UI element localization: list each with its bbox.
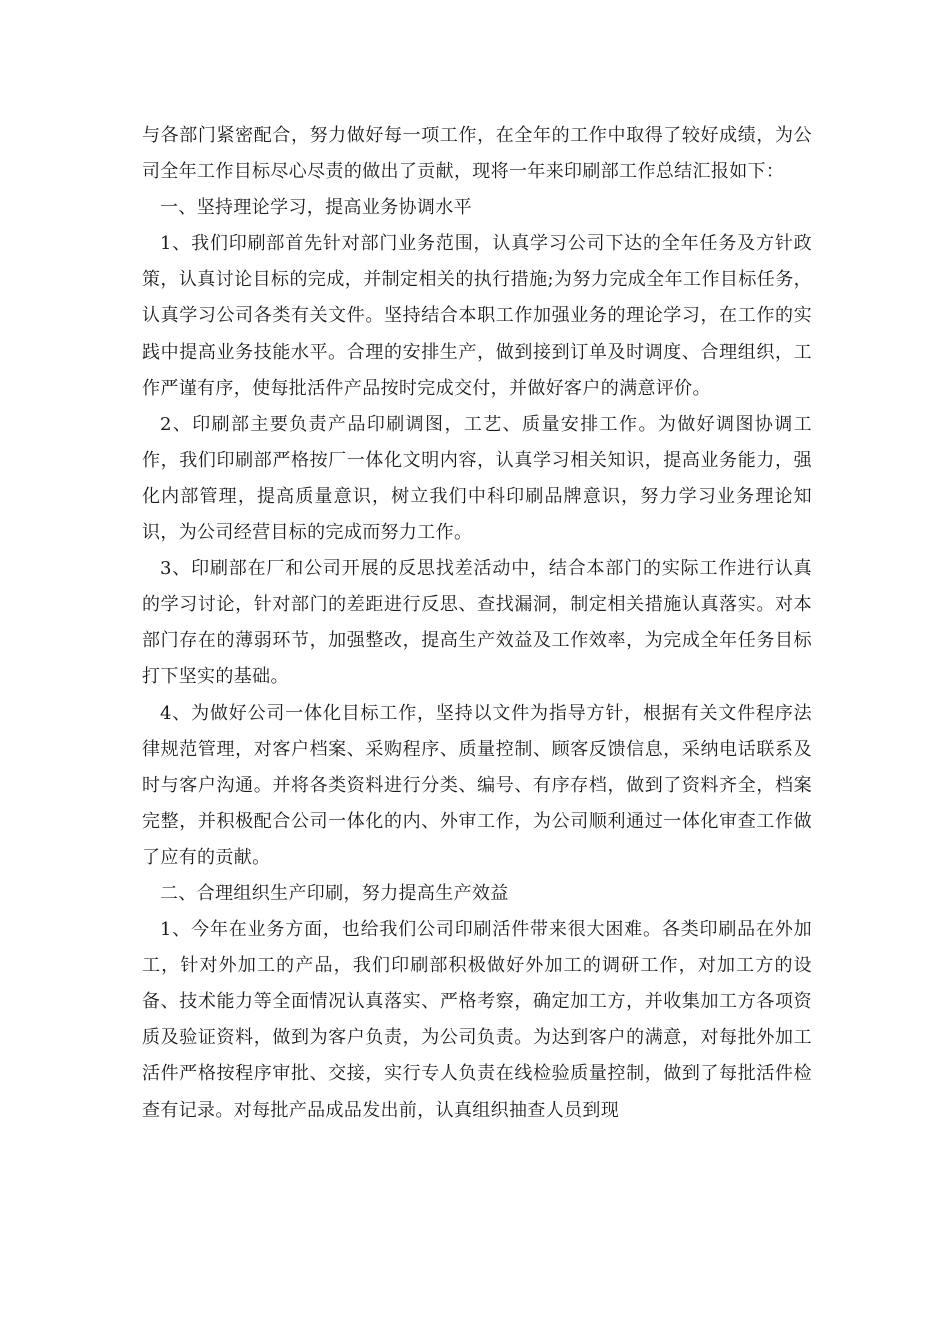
paragraph-1-4: 4、为做好公司一体化目标工作，坚持以文件为指导方针，根据有关文件程序法律规范管理，对客户档案、采购程序、质量控制、顾客反馈信息，采纳电话联系及时与客户沟通。并将各类资料进行分类、编号、有序存档，做到了资料齐全，档案完整，并积极配合公司一体化的内、外审工作，为公司顺利通过一体化审查工作做了应有的贡献。 [142, 702, 812, 868]
paragraph-2-1: 1、今年在业务方面，也给我们公司印刷活件带来很大困难。各类印刷品在外加工，针对外加工的产品，我们印刷部积极做好外加工的调研工作，对加工方的设备、技术能力等全面情况认真落实、严格考察，确定加工方，并收集加工方各项资质及验证资料，做到为客户负责，为公司负责。为达到客户的满意，对每批外加工活件严格按程序审批、交接，实行专人负责在线检验质量控制，做到了每批活件检查有记录。对每批产品成品发出前，认真组织抽查人员到现 [142, 919, 812, 1121]
section-heading-2: 二、合理组织生产印刷，努力提高生产效益 [160, 882, 509, 904]
paragraph-1-2: 2、印刷部主要负责产品印刷调图，工艺、质量安排工作。为做好调图协调工作，我们印刷部严格按厂一体化文明内容，认真学习相关知识，提高业务能力，强化内部管理，提高质量意识，树立我们中科印刷品牌意识，努力学习业务理论知识，为公司经营目标的完成而努力工作。 [142, 413, 812, 544]
document-body [142, 118, 812, 1129]
paragraph-1-1: 1、我们印刷部首先针对部门业务范围，认真学习公司下达的全年任务及方针政策，认真讨论目标的完成，并制定相关的执行措施;为努力完成全年工作目标任务，认真学习公司各类有关文件。坚持结合本职工作加强业务的理论学习，在工作的实践中提高业务技能水平。合理的安排生产，做到接到订单及时调度、合理组织，工作严谨有序，使每批活件产品按时完成交付，并做好客户的满意评价。 [142, 233, 812, 399]
paragraph-intro: 与各部门紧密配合，努力做好每一项工作，在全年的工作中取得了较好成绩，为公司全年工作目标尽心尽责的做出了贡献，现将一年来印刷部工作总结汇报如下： [142, 125, 812, 183]
paragraph-1-3: 3、印刷部在厂和公司开展的反思找差活动中，结合本部门的实际工作进行认真的学习讨论，针对部门的差距进行反思、查找漏洞，制定相关措施认真落实。对本部门存在的薄弱环节，加强整改，提高生产效益及工作效率，为完成全年任务目标打下坚实的基础。 [142, 558, 812, 688]
section-heading-1: 一、坚持理论学习，提高业务协调水平 [160, 197, 472, 219]
